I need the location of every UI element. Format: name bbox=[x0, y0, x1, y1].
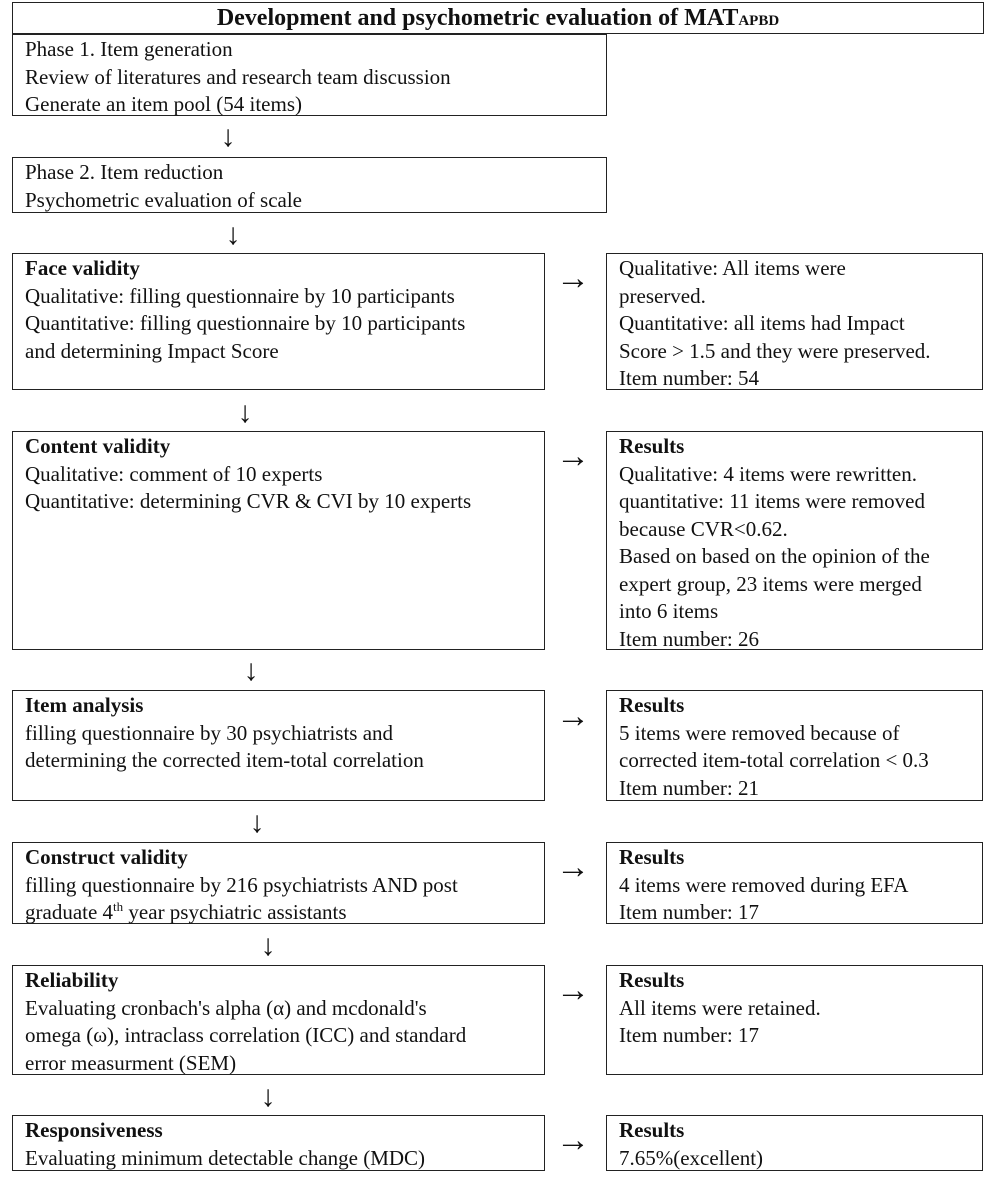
phase2-line: Psychometric evaluation of scale bbox=[25, 187, 302, 212]
reliability-line: omega (ω), intraclass correlation (ICC) and standard bbox=[25, 1023, 467, 1047]
item-analysis-line: filling questionnaire by 30 psychiatrists and bbox=[25, 720, 394, 745]
construct-validity-box bbox=[12, 842, 545, 924]
right-arrow: → bbox=[556, 438, 590, 475]
phase1-line: Phase 1. Item generation bbox=[25, 37, 233, 61]
content-result-line: Based on based on the opinion of the bbox=[619, 544, 930, 568]
reliability-line: error measurment (SEM) bbox=[25, 1050, 237, 1075]
item-analysis-result-line: 5 items were removed because of bbox=[619, 720, 900, 745]
responsiveness-box bbox=[12, 1115, 545, 1171]
right-arrow: → bbox=[556, 260, 590, 297]
content-result-line: quantitative: 11 items were removed bbox=[619, 489, 925, 513]
responsiveness-heading: Responsiveness bbox=[25, 1118, 163, 1142]
construct-line2-end: year psychiatric assistants bbox=[123, 900, 347, 924]
content-validity-heading: Content validity bbox=[25, 434, 171, 458]
content-validity-results-box bbox=[606, 431, 983, 650]
construct-validity-line: filling questionnaire by 216 psychiatrists AND post bbox=[25, 872, 458, 897]
down-arrow: ↓ bbox=[243, 654, 259, 687]
reliability-result-line: All items were retained. bbox=[619, 995, 821, 1020]
responsiveness-result-line: 7.65%(excellent) bbox=[619, 1145, 764, 1170]
construct-results-heading: Results bbox=[619, 845, 685, 869]
phase1-line: Generate an item pool (54 items) bbox=[25, 92, 302, 116]
content-results-heading: Results bbox=[619, 434, 685, 458]
item-analysis-box bbox=[12, 690, 545, 801]
down-arrow: ↓ bbox=[225, 218, 241, 251]
responsiveness-results-heading: Results bbox=[619, 1118, 685, 1142]
right-arrow: → bbox=[556, 698, 590, 735]
face-validity-results-box bbox=[606, 253, 983, 390]
down-arrow: ↓ bbox=[260, 1080, 276, 1113]
construct-line2-superscript: th bbox=[113, 899, 124, 914]
content-validity-line: Qualitative: comment of 10 experts bbox=[25, 461, 323, 486]
construct-line2-start: graduate 4 bbox=[25, 900, 114, 924]
item-analysis-result-line: corrected item-total correlation < 0.3 bbox=[619, 748, 929, 772]
content-result-line: into 6 items bbox=[619, 599, 719, 623]
title-subscript: APBD bbox=[738, 13, 780, 29]
content-result-line: because CVR<0.62. bbox=[619, 516, 788, 541]
face-result-line: Score > 1.5 and they were preserved. bbox=[619, 338, 931, 363]
construct-validity-results-box bbox=[606, 842, 983, 924]
reliability-results-box bbox=[606, 965, 983, 1075]
construct-result-line: 4 items were removed during EFA bbox=[619, 872, 909, 897]
face-result-line: Quantitative: all items had Impact bbox=[619, 311, 905, 335]
construct-validity-line2 bbox=[25, 899, 532, 927]
item-analysis-results-heading: Results bbox=[619, 693, 685, 717]
construct-result-line: Item number: 17 bbox=[619, 900, 759, 924]
face-validity-line: Qualitative: filling questionnaire by 10 participants bbox=[25, 283, 455, 308]
down-arrow: ↓ bbox=[260, 929, 276, 962]
down-arrow: ↓ bbox=[220, 120, 236, 153]
title-text: Development and psychometric evaluation of MAT bbox=[216, 5, 739, 31]
reliability-box bbox=[12, 965, 545, 1075]
item-analysis-results-box bbox=[606, 690, 983, 801]
reliability-line: Evaluating cronbach's alpha (α) and mcdonald's bbox=[25, 995, 427, 1020]
construct-validity-heading: Construct validity bbox=[25, 845, 188, 869]
right-arrow: → bbox=[556, 1122, 590, 1159]
content-validity-line: Quantitative: determining CVR & CVI by 10 experts bbox=[25, 489, 472, 513]
content-result-line: expert group, 23 items were merged bbox=[619, 571, 922, 596]
face-result-line: Item number: 54 bbox=[619, 366, 759, 390]
phase2-box bbox=[12, 157, 607, 213]
face-validity-box bbox=[12, 253, 545, 390]
face-validity-line: and determining Impact Score bbox=[25, 338, 279, 363]
item-analysis-line: determining the corrected item-total correlation bbox=[25, 748, 424, 772]
face-result-line: Qualitative: All items were bbox=[619, 256, 846, 280]
diagram-title bbox=[12, 2, 984, 34]
face-result-line: preserved. bbox=[619, 283, 706, 308]
down-arrow: ↓ bbox=[249, 806, 265, 839]
reliability-result-line: Item number: 17 bbox=[619, 1023, 759, 1047]
face-validity-line: Quantitative: filling questionnaire by 10 participants bbox=[25, 311, 466, 335]
content-validity-box bbox=[12, 431, 545, 650]
reliability-heading: Reliability bbox=[25, 968, 119, 992]
phase1-line: Review of literatures and research team discussion bbox=[25, 64, 451, 89]
right-arrow: → bbox=[556, 849, 590, 886]
responsiveness-line: Evaluating minimum detectable change (MDC) bbox=[25, 1145, 426, 1170]
item-analysis-heading: Item analysis bbox=[25, 693, 144, 717]
content-result-line: Qualitative: 4 items were rewritten. bbox=[619, 461, 917, 486]
phase1-box bbox=[12, 34, 607, 116]
content-result-line: Item number: 26 bbox=[619, 626, 759, 651]
down-arrow: ↓ bbox=[237, 396, 253, 429]
responsiveness-results-box bbox=[606, 1115, 983, 1171]
face-validity-heading: Face validity bbox=[25, 256, 140, 280]
item-analysis-result-line: Item number: 21 bbox=[619, 775, 759, 800]
reliability-results-heading: Results bbox=[619, 968, 685, 992]
phase2-line: Phase 2. Item reduction bbox=[25, 160, 224, 184]
right-arrow: → bbox=[556, 972, 590, 1009]
